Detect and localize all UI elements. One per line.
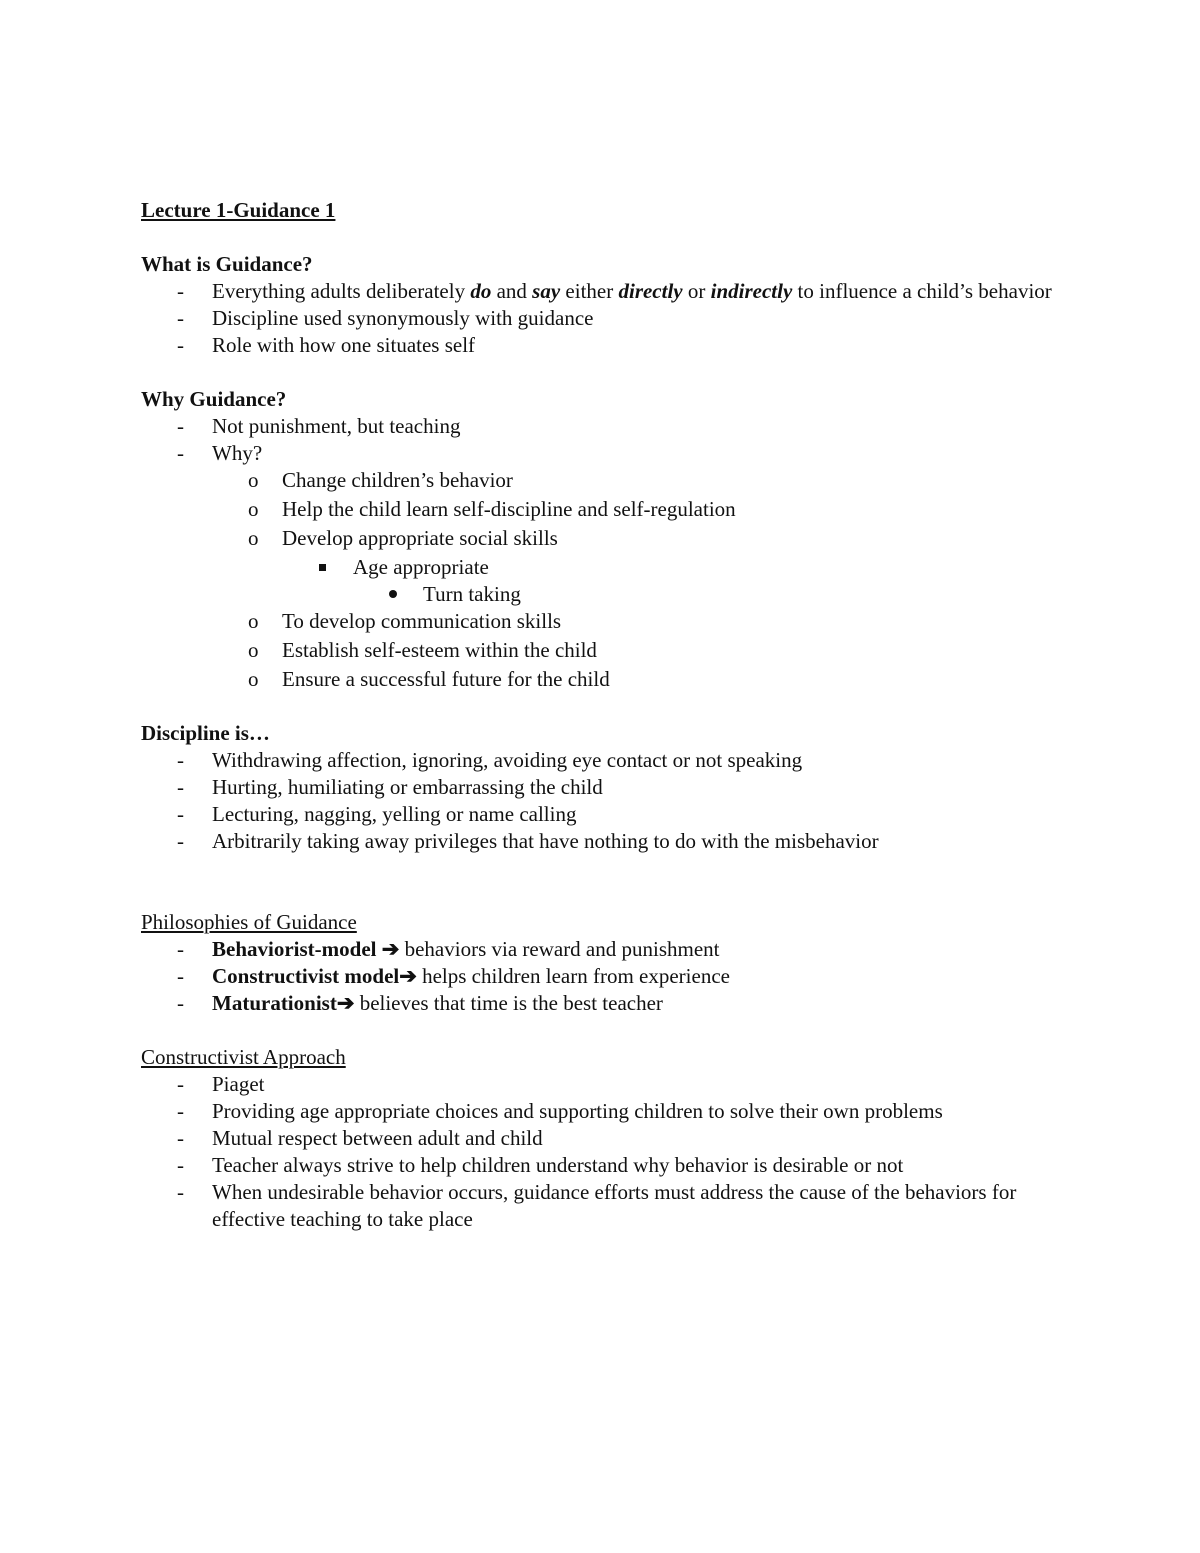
list-item	[141, 774, 1061, 801]
spacer	[141, 855, 1061, 909]
circle-bullet: o	[248, 667, 259, 691]
item-text: Turn taking	[423, 582, 521, 606]
item-text: Develop appropriate social skills	[282, 526, 558, 550]
term-constructivist: Constructivist model	[212, 964, 400, 988]
spacer	[141, 224, 1061, 251]
item-text: Teacher always strive to help children understand why behavior is desirable or not	[212, 1153, 904, 1177]
item-text: Everything adults deliberately	[212, 279, 471, 303]
item-text: Not punishment, but teaching	[212, 414, 461, 438]
section-heading-constructivist-approach: Constructivist Approach	[141, 1045, 346, 1069]
list-item	[141, 413, 1061, 440]
list-item	[141, 608, 1061, 635]
emphasis-directly: directly	[618, 279, 683, 303]
dash-bullet: -	[177, 802, 184, 826]
dash-bullet: -	[177, 937, 184, 961]
item-text: When undesirable behavior occurs, guidance efforts must address the cause of the behaviors for effective teaching to take place	[212, 1180, 1017, 1231]
circle-bullet: o	[248, 526, 259, 550]
item-text: Discipline used synonymously with guidance	[212, 306, 594, 330]
circle-bullet: o	[248, 468, 259, 492]
item-text: Age appropriate	[353, 555, 489, 579]
list-item	[141, 747, 1061, 774]
circle-bullet: o	[248, 638, 259, 662]
dash-bullet: -	[177, 748, 184, 772]
item-text: To develop communication skills	[282, 609, 562, 633]
item-text: Help the child learn self-discipline and self-regulation	[282, 497, 736, 521]
arrow-icon: ➔	[376, 937, 400, 961]
list-item	[141, 990, 1061, 1017]
emphasis-do: do	[470, 279, 492, 303]
list-item	[141, 1179, 1061, 1233]
dot-bullet-icon	[389, 581, 397, 608]
arrow-icon: ➔	[336, 991, 355, 1015]
section-heading-what-is-guidance: What is Guidance?	[141, 252, 313, 276]
item-text: Withdrawing affection, ignoring, avoiding eye contact or not speaking	[212, 748, 803, 772]
dash-bullet: -	[177, 1153, 184, 1177]
spacer	[141, 693, 1061, 720]
item-text: Why?	[212, 441, 263, 465]
list-item	[141, 1071, 1061, 1098]
circle-bullet: o	[248, 497, 259, 521]
list-item	[141, 496, 1061, 523]
dash-bullet: -	[177, 306, 184, 330]
list-item	[141, 1152, 1061, 1179]
term-maturationist: Maturationist	[212, 991, 337, 1015]
list-item	[141, 554, 1061, 581]
item-text: Hurting, humiliating or embarrassing the child	[212, 775, 603, 799]
item-text: helps children learn from experience	[416, 964, 730, 988]
circle-bullet: o	[248, 609, 259, 633]
list-item	[141, 581, 1061, 608]
list-item	[141, 963, 1061, 990]
item-text: Establish self-esteem within the child	[282, 638, 597, 662]
list-item	[141, 278, 1061, 305]
item-text: Arbitrarily taking away privileges that have nothing to do with the misbehavior	[212, 829, 879, 853]
square-bullet-icon	[319, 554, 326, 581]
emphasis-say: say	[532, 279, 561, 303]
item-text: Lecturing, nagging, yelling or name calling	[212, 802, 577, 826]
section-heading-philosophies: Philosophies of Guidance	[141, 910, 357, 934]
list-item	[141, 936, 1061, 963]
list-item	[141, 1098, 1061, 1125]
dash-bullet: -	[177, 964, 184, 988]
emphasis-indirectly: indirectly	[710, 279, 793, 303]
list-item	[141, 666, 1061, 693]
item-text: or	[682, 279, 711, 303]
spacer	[141, 1017, 1061, 1044]
spacer	[141, 359, 1061, 386]
item-text: Ensure a successful future for the child	[282, 667, 610, 691]
dash-bullet: -	[177, 1072, 184, 1096]
list-item	[141, 801, 1061, 828]
list-item	[141, 305, 1061, 332]
list-item	[141, 467, 1061, 494]
dash-bullet: -	[177, 1126, 184, 1150]
list-item	[141, 828, 1061, 855]
list-item	[141, 525, 1061, 552]
dash-bullet: -	[177, 333, 184, 357]
dash-bullet: -	[177, 1180, 184, 1204]
item-text: Change children’s behavior	[282, 468, 513, 492]
item-text: Role with how one situates self	[212, 333, 476, 357]
dash-bullet: -	[177, 414, 184, 438]
list-item	[141, 1125, 1061, 1152]
item-text: to influence a child’s behavior	[792, 279, 1052, 303]
item-text: Piaget	[212, 1072, 265, 1096]
dash-bullet: -	[177, 991, 184, 1015]
dash-bullet: -	[177, 1099, 184, 1123]
arrow-icon: ➔	[399, 964, 417, 988]
section-heading-why-guidance: Why Guidance?	[141, 387, 287, 411]
item-text: behaviors via reward and punishment	[399, 937, 720, 961]
dash-bullet: -	[177, 279, 184, 303]
dash-bullet: -	[177, 441, 184, 465]
dash-bullet: -	[177, 775, 184, 799]
term-behaviorist: Behaviorist-model	[212, 937, 377, 961]
dash-bullet: -	[177, 829, 184, 853]
item-text: Providing age appropriate choices and supporting children to solve their own problems	[212, 1099, 943, 1123]
list-item	[141, 637, 1061, 664]
item-text: believes that time is the best teacher	[354, 991, 663, 1015]
item-text: Mutual respect between adult and child	[212, 1126, 543, 1150]
item-text: either	[560, 279, 619, 303]
section-heading-discipline-is: Discipline is…	[141, 721, 270, 745]
list-item	[141, 332, 1061, 359]
lecture-notes	[141, 197, 1061, 1233]
list-item	[141, 440, 1061, 467]
item-text: and	[491, 279, 533, 303]
document-title: Lecture 1-Guidance 1	[141, 198, 336, 222]
